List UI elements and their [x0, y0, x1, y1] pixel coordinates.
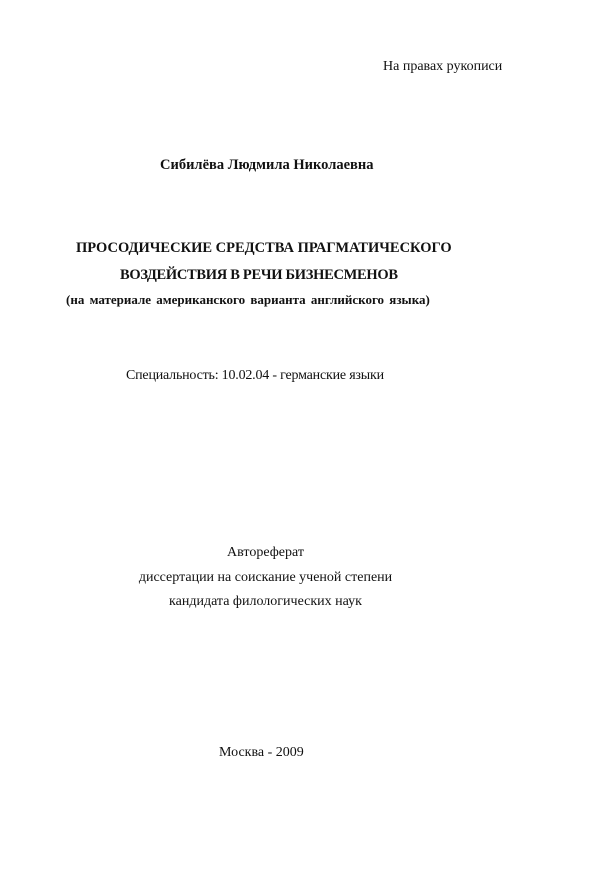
- title-line-1: ПРОСОДИЧЕСКИЕ СРЕДСТВА ПРАГМАТИЧЕСКОГО: [76, 240, 452, 256]
- degree-line: кандидата филологических наук: [169, 594, 362, 609]
- city-year: Москва - 2009: [219, 745, 304, 760]
- title-line-2: ВОЗДЕЙСТВИЯ В РЕЧИ БИЗНЕСМЕНОВ: [120, 267, 398, 283]
- title-subtitle: (на материале американского варианта английского языка): [66, 292, 430, 307]
- abstract-label: Автореферат: [227, 545, 304, 560]
- specialty-line: Специальность: 10.02.04 - германские языки: [126, 368, 384, 383]
- rights-notice: На правах рукописи: [383, 59, 503, 74]
- author-name: Сибилёва Людмила Николаевна: [160, 157, 374, 173]
- dissertation-line: диссертации на соискание ученой степени: [138, 570, 393, 585]
